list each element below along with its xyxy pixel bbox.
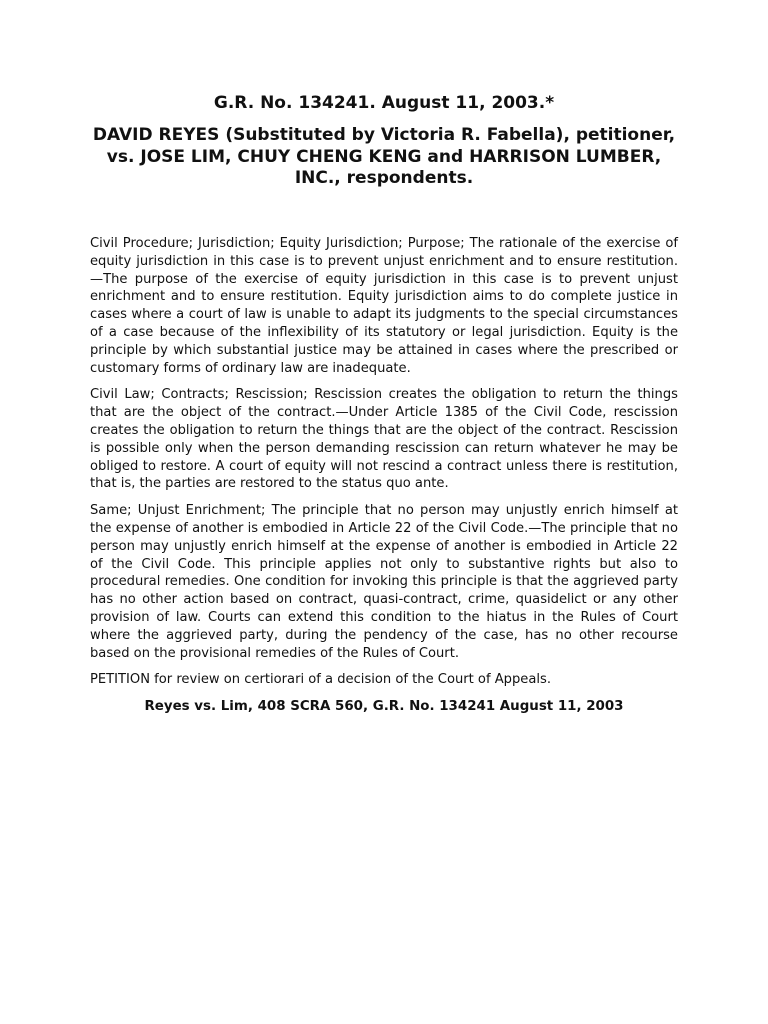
petition-paragraph: PETITION for review on certiorari of a decision of the Court of Appeals. bbox=[90, 672, 551, 688]
syllabus-paragraph-equity-jurisdiction: Civil Procedure; Jurisdiction; Equity Jurisdiction; Purpose; The rationale of the exercise of equity jurisdiction in this case is to prevent unjust enrichment and to ensure restitution.—The purpose of the exercise of equity jurisdiction in this case is to prevent unjust enrichment and to ensure restitution. Equity jurisdiction aims to do complete justice in cases where a court of law is unable to adapt its judgments to the special circumstances of a case because of the inflexibility of its statutory or legal jurisdiction. Equity is the principle by which substantial justice may be attained in cases where the prescribed or customary forms of ordinary law are inadequate. bbox=[90, 236, 678, 376]
case-number-heading: G.R. No. 134241. August 11, 2003.* bbox=[213, 93, 555, 113]
syllabus-body bbox=[90, 235, 678, 716]
syllabus-paragraph-unjust-enrichment: Same; Unjust Enrichment; The principle that no person may unjustly enrich himself at the expense of another is embodied in Article 22 of the Civil Code.—The principle that no person may unjustly enrich himself at the expense of another is embodied in Article 22 of the Civil Code. This principle applies not only to substantive rights but also to procedural remedies. One condition for invoking this principle is that the aggrieved party has no other action based on contract, quasi-contract, crime, quasidelict or any other provision of law. Courts can extend this condition to the hiatus in the Rules of Court where the aggrieved party, during the pendency of the case, has no other recourse based on the provisional remedies of the Rules of Court. bbox=[90, 503, 678, 661]
case-citation: Reyes vs. Lim, 408 SCRA 560, G.R. No. 134241 August 11, 2003 bbox=[144, 699, 624, 715]
case-parties-heading: DAVID REYES (Substituted by Victoria R. Fabella), petitioner, vs. JOSE LIM, CHUY CHENG KENG and HARRISON LUMBER, INC., respondents. bbox=[92, 125, 676, 188]
syllabus-paragraph-rescission: Civil Law; Contracts; Rescission; Rescission creates the obligation to return the things that are the object of the contract.—Under Article 1385 of the Civil Code, rescission creates the obligation to return the things that are the object of the contract. Rescission is possible only when the person demanding rescission can return whatever he may be obliged to restore. A court of equity will not rescind a contract unless there is restitution, that is, the parties are restored to the status quo ante. bbox=[90, 387, 678, 492]
